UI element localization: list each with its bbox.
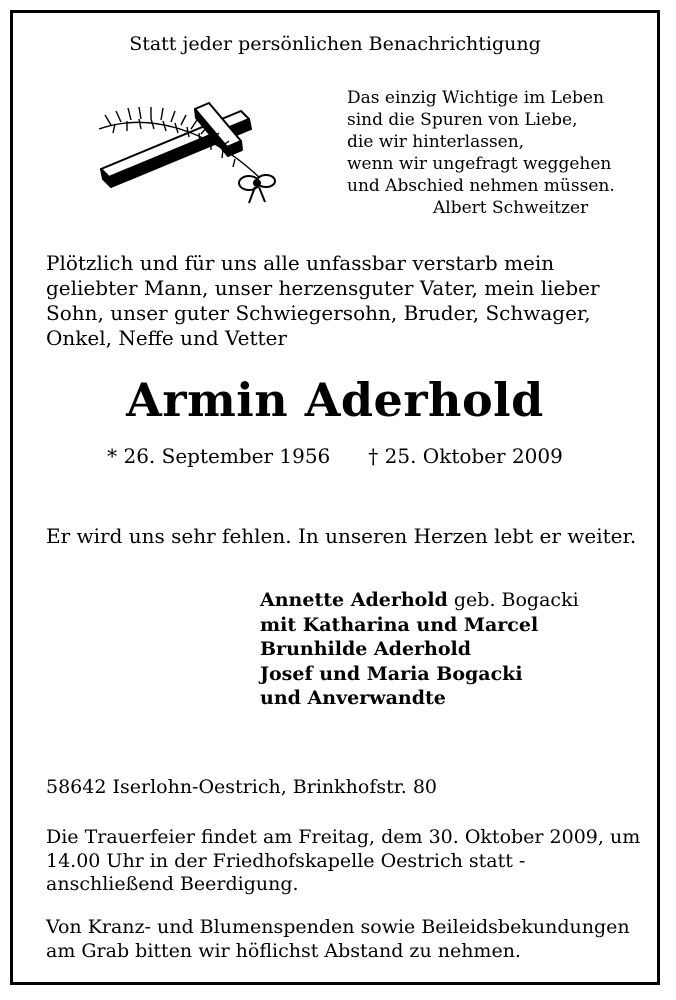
mourner-line (260, 588, 579, 613)
quote-line: und Abschied nehmen müssen. (347, 176, 615, 196)
obituary-frame (10, 10, 660, 985)
funeral-notice: Die Trauerfeier findet am Freitag, dem 30. Oktober 2009, um 14.00 Uhr in der Friedhofskapelle Oestrich statt - anschließend Beerdigung. (46, 826, 641, 895)
deceased-name: Armin Aderhold (126, 373, 544, 427)
death-date: † 25. Oktober 2009 (368, 444, 563, 468)
flowers-notice: Von Kranz- und Blumenspenden sowie Beileidsbekundungen am Grab bitten wir höflichst Abstand zu nehmen. (46, 916, 630, 962)
quote-author: Albert Schweitzer (433, 198, 589, 218)
intro-text: Plötzlich und für uns alle unfassbar verstarb mein geliebter Mann, unser herzensguter Vater, mein lieber Sohn, unser guter Schwiegersohn, Bruder, Schwager, Onkel, Neffe und Vetter (46, 251, 600, 350)
address: 58642 Iserlohn-Oestrich, Brinkhofstr. 80 (46, 776, 438, 798)
birth-date: * 26. September 1956 (107, 444, 331, 468)
mourner-line: Josef und Maria Bogacki (260, 662, 523, 685)
header-line: Statt jeder persönlichen Benachrichtigung (129, 33, 541, 55)
quote-line: sind die Spuren von Liebe, (347, 110, 578, 130)
mourner-line: mit Katharina und Marcel (260, 613, 539, 636)
farewell-text: Er wird uns sehr fehlen. In unseren Herzen lebt er weiter. (46, 524, 637, 548)
mourner-line: und Anverwandte (260, 687, 446, 709)
life-dates (13, 444, 657, 468)
mourner-line: Brunhilde Aderhold (260, 638, 472, 660)
mourners-list (260, 588, 579, 711)
quote-line: die wir hinterlassen, (347, 132, 525, 152)
quote-line: wenn wir ungefragt weggehen (347, 154, 612, 174)
cross-with-palm-branch-icon (91, 101, 281, 211)
mourner-name: Annette Aderhold (260, 589, 448, 611)
mourner-maiden-name: geb. Bogacki (447, 589, 579, 611)
quote-line: Das einzig Wichtige im Leben (347, 88, 604, 108)
quote-block (347, 87, 615, 219)
